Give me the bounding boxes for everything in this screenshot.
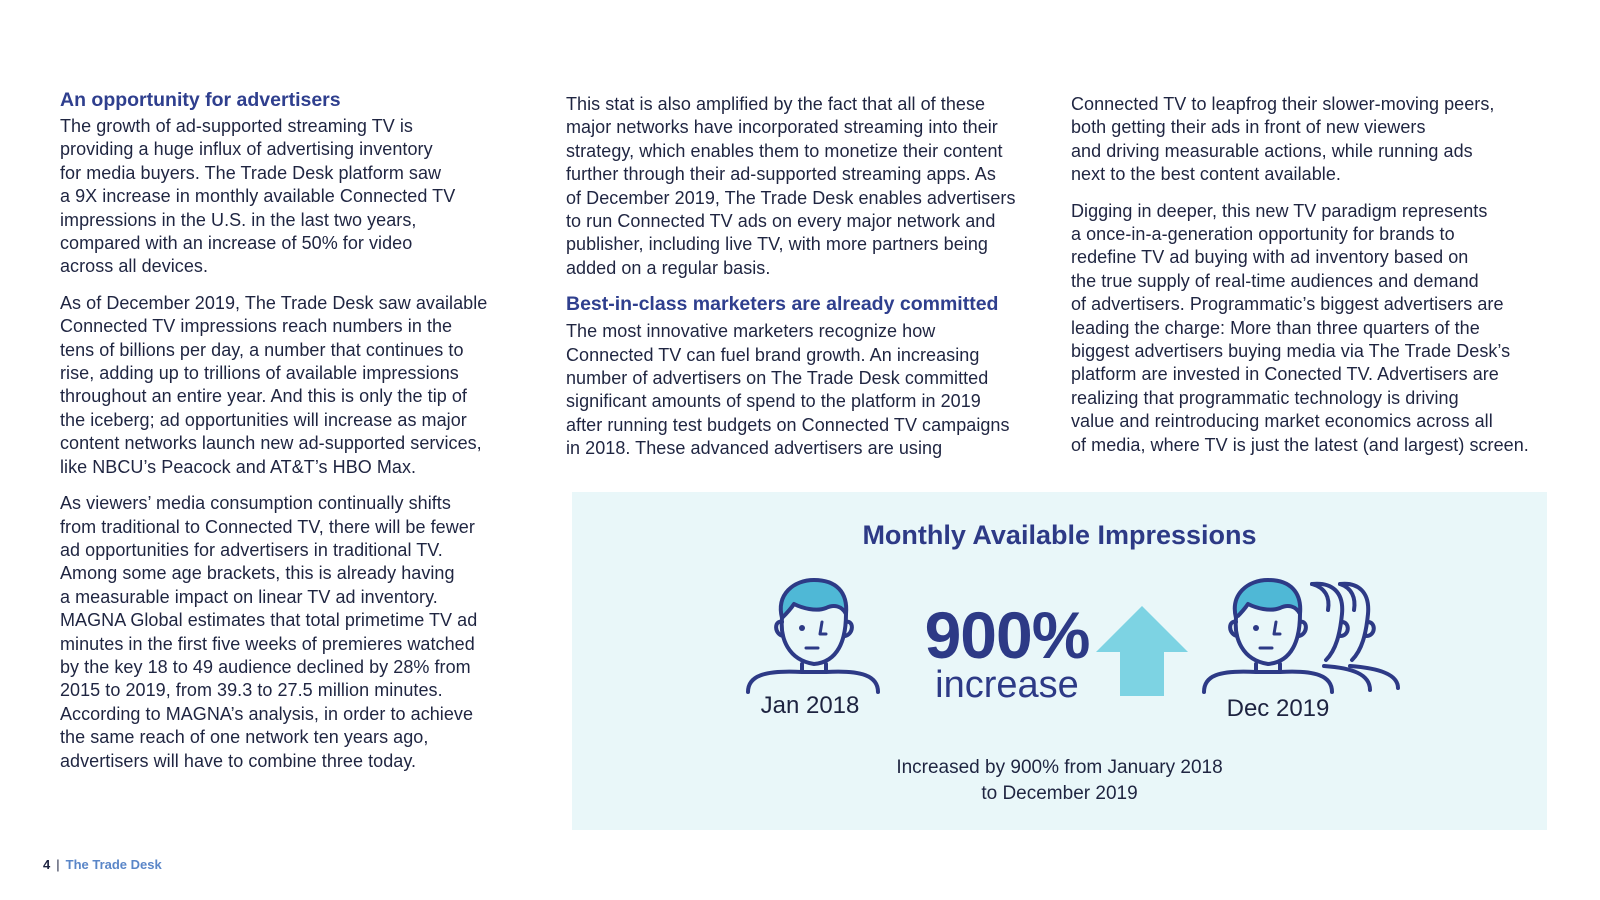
impressions-infographic <box>572 492 1547 830</box>
column-2 <box>566 93 1046 461</box>
paragraph-december-2019: As of December 2019, The Trade Desk saw available Connected TV impressions reach numbers in the tens of billions per day, a number that continues to rise, adding up to trillions of available impressions throughout an entire year. And this is only the tip of the iceberg; ad opportunities will increase as major content networks launch new ad-supported services, like NBCU’s Peacock and AT&T’s HBO Max. <box>60 292 488 477</box>
column-1 <box>60 88 530 773</box>
paragraph-digging-deeper: Digging in deeper, this new TV paradigm represents a once-in-a-generation opportunity for brands to redefine TV ad buying with ad inventory based on the true supply of real-time audiences and demand of advertisers. Programmatic’s biggest advertisers are leading the charge: More than three quarters of the biggest advertisers buying media via The Trade Desk’s platform are invested in Conected TV. Advertisers are realizing that programmatic technology is driving value and reintroducing market economics across all of media, where TV is just the latest (and largest) screen. <box>1071 200 1529 455</box>
single-viewer-icon <box>742 574 882 694</box>
right-date-label: Dec 2019 <box>1226 695 1330 722</box>
increase-label: increase <box>935 664 1079 706</box>
paragraph-growth: The growth of ad-supported streaming TV is providing a huge influx of advertising inventory for media buyers. The Trade Desk platform saw a 9X increase in monthly available Connected TV impressions in the U.S. in the last two years, compared with an increase of 50% for video across all devices. <box>60 116 456 277</box>
page-number: 4 <box>43 857 51 872</box>
section-heading-best-in-class: Best-in-class marketers are already committed <box>566 293 999 316</box>
percent-value: 900% <box>924 598 1090 672</box>
paragraph-viewers-shift: As viewers’ media consumption continually shifts from traditional to Connected TV, there will be fewer ad opportunities for advertisers in traditional TV. Among some age brackets, this is already having a measurable impact on linear TV ad inventory. MAGNA Global estimates that total primetime TV ad minutes in the first five weeks of premieres watched by the key 18 to 49 audience declined by 28% from 2015 to 2019, from 39.3 to 27.5 million minutes. According to MAGNA’s analysis, in order to achieve the same reach of one network ten years ago, advertisers will have to combine three today. <box>60 493 478 771</box>
page-footer <box>43 857 162 872</box>
paragraph-innovative-marketers: The most innovative marketers recognize how Connected TV can fuel brand growth. An increasing number of advertisers on The Trade Desk committed significant amounts of spend to the platform in 2019 after running test budgets on Connected TV campaigns in 2018. These advanced advertisers are using <box>566 321 1010 459</box>
footer-brand: The Trade Desk <box>65 857 162 872</box>
column-3 <box>1071 93 1561 457</box>
infographic-caption: Increased by 900% from January 2018 to December 2019 <box>896 757 1223 804</box>
section-heading-opportunity: An opportunity for advertisers <box>60 89 341 111</box>
paragraph-leapfrog: Connected TV to leapfrog their slower-moving peers, both getting their ads in front of new viewers and driving measurable actions, while running ads next to the best content available. <box>1071 94 1495 185</box>
infographic-title: Monthly Available Impressions <box>862 520 1257 550</box>
left-date-label: Jan 2018 <box>760 692 860 719</box>
viewer-group-icon <box>1202 574 1412 694</box>
footer-separator: | <box>56 857 60 872</box>
paragraph-stat-amplified: This stat is also amplified by the fact that all of these major networks have incorporated streaming into their strategy, which enables them to monetize their content further through their ad-supported streaming apps. As of December 2019, The Trade Desk enables advertisers to run Connected TV ads on every major network and publisher, including live TV, with more partners being added on a regular basis. <box>566 94 1016 278</box>
up-arrow-icon <box>1094 604 1190 698</box>
